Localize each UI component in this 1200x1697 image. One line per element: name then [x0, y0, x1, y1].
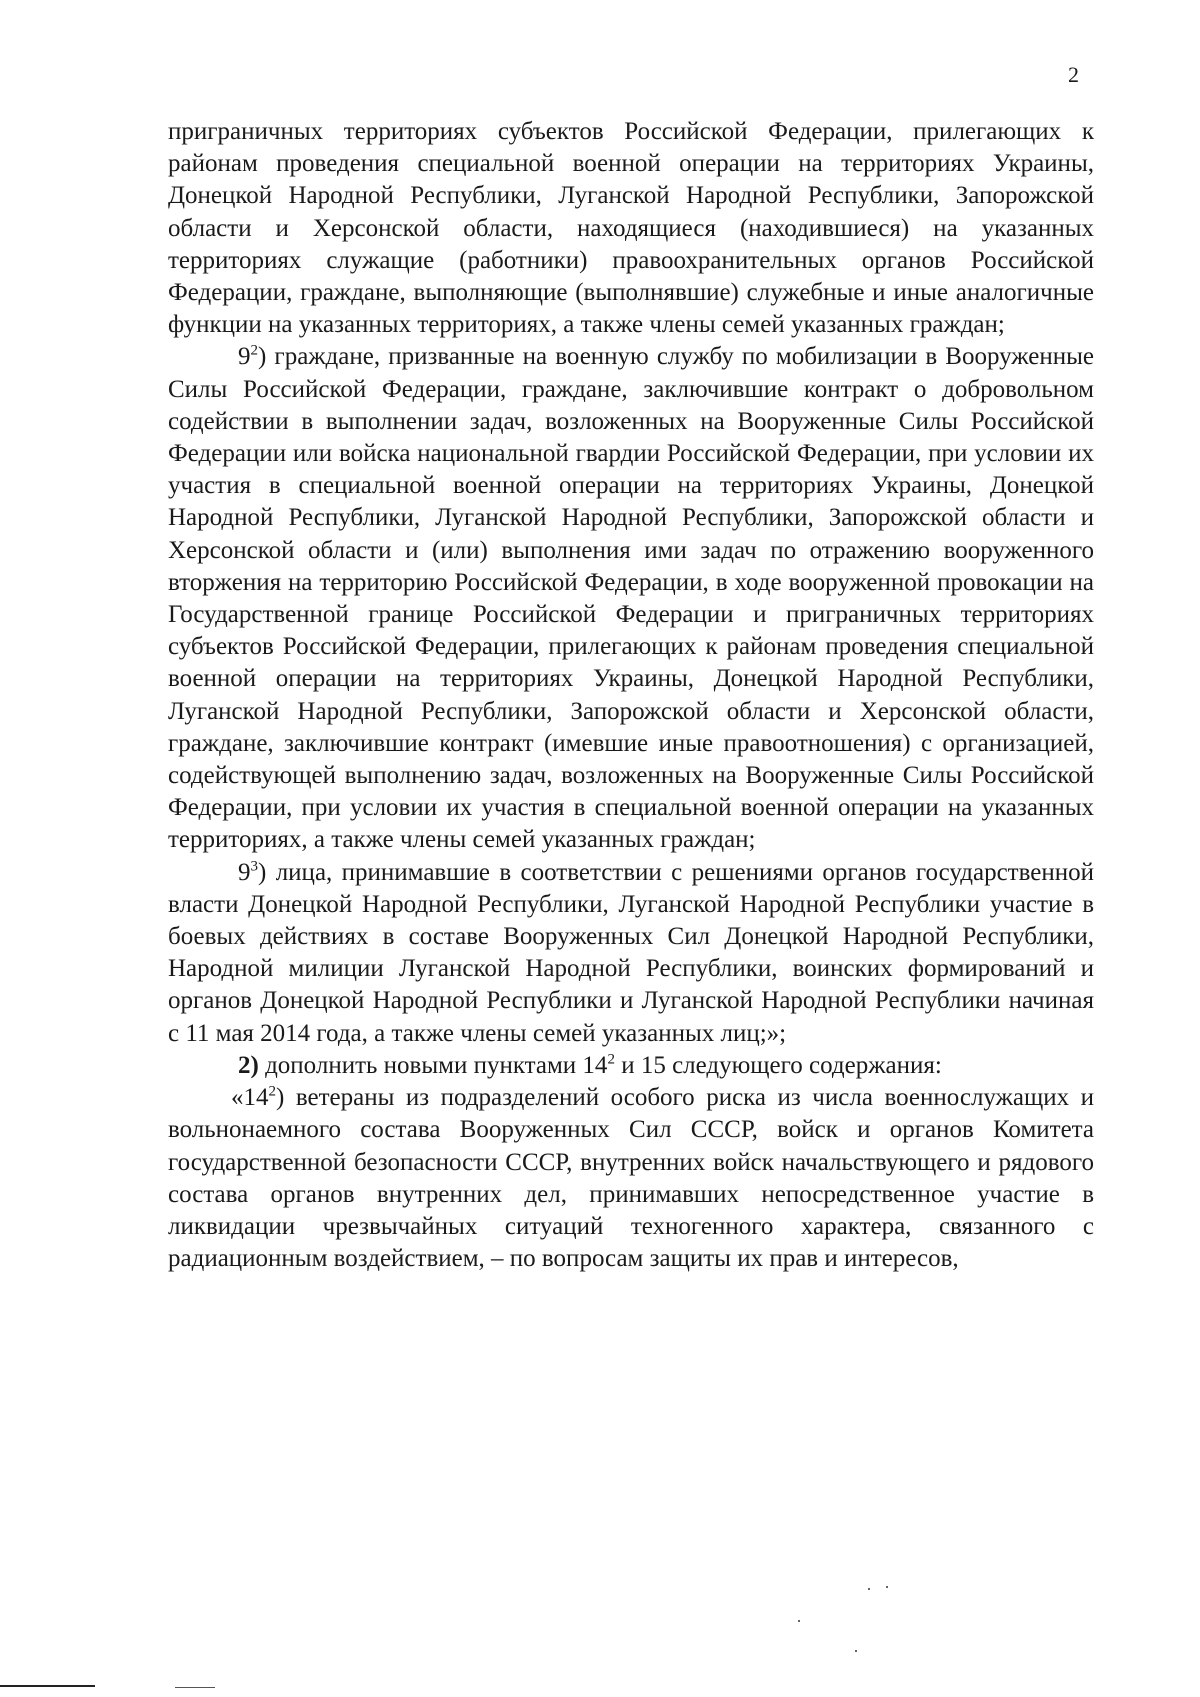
- item-superscript: 2: [250, 343, 258, 360]
- scan-speck: [855, 1650, 857, 1652]
- amendment-superscript: 2: [607, 1051, 615, 1068]
- amendment-number: 2): [238, 1051, 259, 1079]
- paragraph-amendment-2: [168, 1050, 1094, 1082]
- amendment-text-b: и 15 следующего содержания:: [614, 1051, 942, 1079]
- item-text: ) лица, принимавшие в соответствии с решениями органов государственной власти Донецкой Народной Республики, Луганской Народной Республики участие в боевых действиях в составе Вооруженных Сил Донецкой Народной Республики, Народной милиции Луганской Народной Республики, воинских формирований и органов Донецкой Народной Республики и Луганской Народной Республики начиная с 11 мая 2014 года, а также члены семей указанных лиц;»;: [168, 858, 1094, 1047]
- item-number: «14: [231, 1084, 269, 1112]
- scan-speck: [798, 1620, 800, 1622]
- item-superscript: 2: [268, 1083, 276, 1100]
- amendment-text-a: дополнить новыми пунктами 14: [258, 1051, 608, 1079]
- item-text: ) граждане, призванные на военную службу по мобилизации в Вооруженные Силы Российской Федерации, граждане, заключившие контракт о добровольном содействии в выполнении задач, возложенных на Вооруженные Силы Российской Федерации или войска национальной гвардии Российской Федерации, при условии их участия в специальной военной операции на территориях Украины, Донецкой Народной Республики, Луганской Народной Республики, Запорожской области и Херсонской области и (или) выполнения ими задач по отражению вооруженного вторжения на территорию Российской Федерации, в ходе вооруженной провокации на Государственной границе Российской Федерации и приграничных территориях субъектов Российской Федерации, прилегающих к районам проведения специальной военной операции на территориях Украины, Донецкой Народной Республики, Луганской Народной Республики, Запорожской области и Херсонской области, граждане, заключившие контракт (имевшие иные правоотношения) с организацией, содействующей выполнению задач, возложенных на Вооруженные Силы Российской Федерации, при условии их участия в специальной военной операции на указанных территориях, а также члены семей указанных граждан;: [168, 343, 1094, 854]
- item-number: 9: [238, 343, 251, 371]
- item-text: ) ветераны из подразделений особого риска из числа военнослужащих и вольнонаемного состава Вооруженных Сил СССР, войск и органов Комитета государственной безопасности СССР, внутренних войск начальствующего и рядового состава органов внутренних дел, принимавших непосредственное участие в ликвидации чрезвычайных ситуаций техногенного характера, связанного с радиационным воздействием, – по вопросам защиты их прав и интересов,: [168, 1084, 1094, 1273]
- scan-speck: [886, 1586, 888, 1588]
- scan-edge-line: [175, 1687, 215, 1688]
- paragraph-item-14-2: [168, 1082, 1094, 1275]
- item-superscript: 3: [250, 858, 258, 875]
- item-number: 9: [238, 858, 251, 886]
- scan-edge-line: [0, 1685, 95, 1687]
- paragraph-continuation: приграничных территориях субъектов Российской Федерации, прилегающих к районам проведения специальной военной операции на территориях Украины, Донецкой Народной Республики, Луганской Народной Республики, Запорожской области и Херсонской области, находящиеся (находившиеся) на указанных территориях служащие (работники) правоохранительных органов Российской Федерации, граждане, выполняющие (выполнявшие) служебные и иные аналогичные функции на указанных территориях, а также члены семей указанных граждан;: [168, 118, 1094, 339]
- scan-speck: [868, 1588, 870, 1590]
- document-body: [168, 116, 1094, 1275]
- paragraph-item-9-3: [168, 857, 1094, 1050]
- paragraph-item-9-2: [168, 341, 1094, 856]
- page-number: 2: [1068, 62, 1079, 87]
